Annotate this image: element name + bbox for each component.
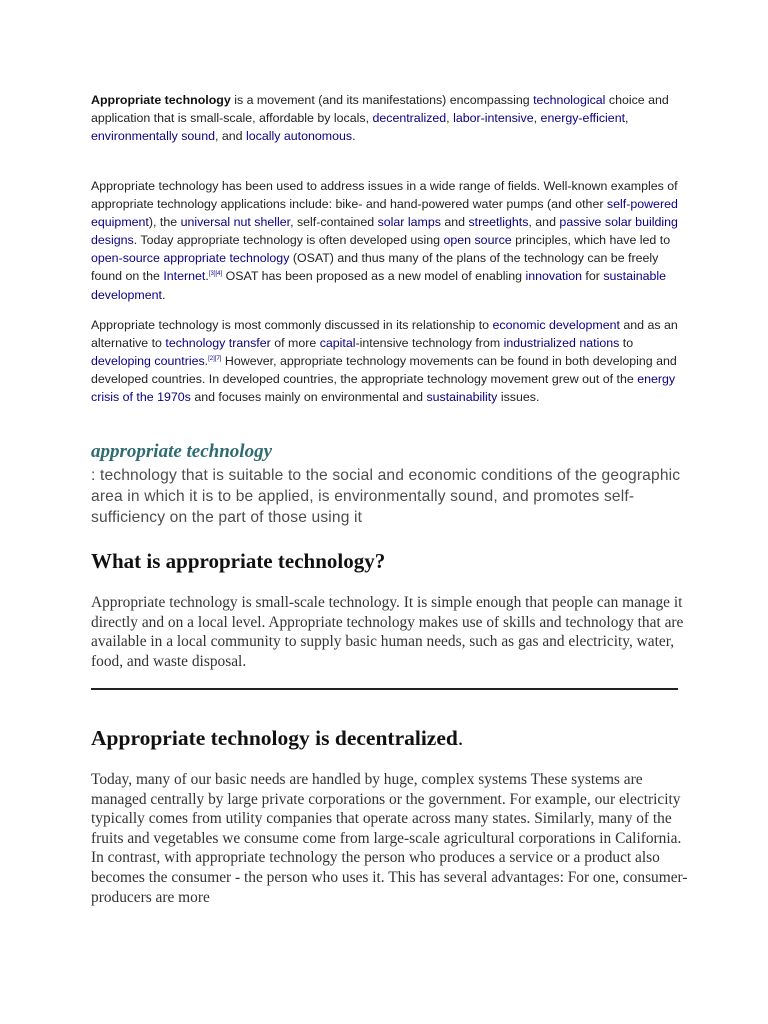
section-body-decentralized: Today, many of our basic needs are handled by huge, complex systems These systems are managed centrally by large private corporations or the government. For example, our electricity typically comes from utility companies that operate across many states. Similarly, many of the fruits and vegetables we consume come from large-scale agricultural corporations in California. In contrast, with appropriate technology the person who produces a service or a product also becomes the consumer - the person who uses it. This has several advantages: For one, consumer-producers are more bbox=[91, 771, 688, 906]
link-innovation[interactable]: innovation bbox=[525, 269, 582, 284]
link-decentralized[interactable]: decentralized bbox=[372, 111, 447, 126]
link-osat[interactable]: open-source appropriate technology bbox=[91, 251, 290, 266]
horizontal-divider bbox=[91, 688, 678, 690]
definition-text: : technology that is suitable to the social and economic conditions of the geographic area in which it is to be applied, is environmentally sound, and promotes self-sufficiency on the part of those using it bbox=[91, 467, 681, 527]
section-body-what-is: Appropriate technology is small-scale technology. It is simple enough that people can manage it directly and on a local level. Appropriate technology makes use of skills and technology that are available in a local community to supply basic human needs, such as gas and electricity, water, food, and waste disposal. bbox=[91, 594, 684, 670]
link-streetlights[interactable]: streetlights bbox=[468, 215, 529, 230]
link-energy-efficient[interactable]: energy-efficient bbox=[540, 111, 626, 126]
section-heading-what-is: What is appropriate technology? bbox=[91, 549, 386, 573]
section-heading-decentralized: Appropriate technology is decentralized. bbox=[91, 726, 464, 750]
citation-ref[interactable]: [3][4] bbox=[208, 271, 223, 278]
link-internet[interactable]: Internet bbox=[163, 269, 206, 284]
link-passive-solar[interactable]: passive solar building designs bbox=[91, 215, 678, 248]
development-paragraph: Appropriate technology is most commonly discussed in its relationship to economic development and as an alternative to technology transfer of more capital-intensive technology from industrialized nations to developing countries.[2][7] However, appropriate technology movements can be found in both developing and developed countries. In developed countries, the appropriate technology movement grew out of the energy crisis of the 1970s and focuses mainly on environmental and sustainability issues. bbox=[91, 318, 678, 405]
link-technology-transfer[interactable]: technology transfer bbox=[165, 336, 271, 351]
link-open-source[interactable]: open source bbox=[443, 233, 512, 248]
citation-ref[interactable]: [2][7] bbox=[208, 356, 222, 363]
link-universal-nut-sheller[interactable]: universal nut sheller bbox=[180, 215, 291, 230]
link-sustainable-development[interactable]: sustainable development bbox=[91, 269, 667, 302]
link-labor-intensive[interactable]: labor-intensive bbox=[453, 111, 534, 126]
bold-term: Appropriate technology bbox=[91, 93, 231, 107]
intro-paragraph: Appropriate technology is a movement (and its manifestations) encompassing technological choice and application that is small-scale, affordable by locals, decentralized, labor-intensive, energy-efficient, environmentally sound, and locally autonomous. bbox=[91, 93, 669, 144]
link-energy-crisis[interactable]: energy crisis of the 1970s bbox=[91, 372, 676, 405]
link-sustainability[interactable]: sustainability bbox=[426, 390, 498, 405]
link-economic-development[interactable]: economic development bbox=[492, 318, 620, 332]
definition-term: appropriate technology bbox=[91, 441, 273, 462]
link-locally-autonomous[interactable]: locally autonomous bbox=[246, 129, 353, 144]
link-industrialized-nations[interactable]: industrialized nations bbox=[503, 336, 620, 351]
link-solar-lamps[interactable]: solar lamps bbox=[377, 215, 441, 230]
examples-paragraph: Appropriate technology has been used to address issues in a wide range of fields. Well-known examples of appropriate technology applications include: bike- and hand-powered water pumps (and other self-powered equipment), the universal nut sheller, self-contained solar lamps and streetlights, and passive solar building designs. Today appropriate technology is often developed using open source principles, which have led to open-source appropriate technology (OSAT) and thus many of the plans of the technology can be freely found on the Internet.[3][4] OSAT has been proposed as a new model of enabling innovation for sustainable development. bbox=[91, 179, 678, 302]
link-capital[interactable]: capital bbox=[319, 336, 356, 351]
link-environmentally-sound[interactable]: environmentally sound bbox=[91, 129, 215, 144]
link-self-powered-equipment[interactable]: self-powered equipment bbox=[91, 197, 678, 230]
link-technological[interactable]: technological bbox=[533, 93, 606, 107]
link-developing-countries[interactable]: developing countries bbox=[91, 354, 205, 369]
